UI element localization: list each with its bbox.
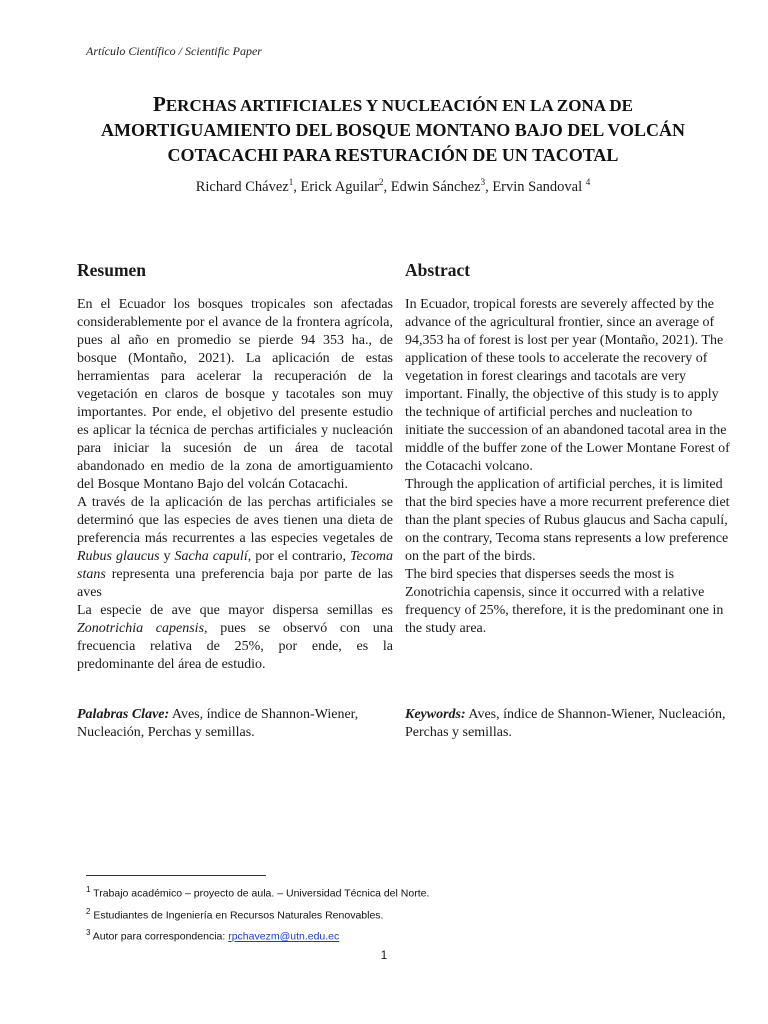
title-dropcap: P bbox=[153, 92, 166, 116]
footnote-mark: 3 bbox=[86, 928, 91, 937]
keywords-en-label: Keywords: bbox=[405, 707, 466, 722]
keywords-es bbox=[77, 706, 393, 742]
text-run: representa una preferencia baja por parte de las aves bbox=[77, 567, 393, 600]
resumen-paragraph-1: En el Ecuador los bosques tropicales son afectadas considerablemente por el avance de la frontera agrícola, pues al año en promedio se pierde 94 353 ha., de bosque (Montaño, 2021). La aplicación de estas herramientas para acelerar la recuperación de la vegetación en claros de bosque y tacotales son muy importantes. Por ende, el objetivo del presente estudio es aplicar la técnica de perchas artificiales y nucleación para iniciar la sucesión de un área de tacotal abandonado en medio de la zona de amortiguamiento del Bosque Montano Bajo del volcán Cotacachi. bbox=[77, 297, 393, 492]
title-line-3: COTACACHI PARA RESTURACIÓN DE UN TACOTAL bbox=[167, 145, 619, 165]
page-number: 1 bbox=[380, 948, 388, 962]
resumen-paragraph-3 bbox=[77, 602, 393, 674]
keywords-es-text: Aves, índice de Shannon-Wiener, Nucleación, Perchas y semillas. bbox=[77, 707, 359, 740]
footnote-text: Trabajo académico – proyecto de aula. – Universidad Técnica del Norte. bbox=[90, 887, 430, 900]
text-run: y bbox=[159, 549, 175, 564]
resumen-heading: Resumen bbox=[77, 260, 147, 280]
author-name: Richard Chávez bbox=[195, 179, 289, 195]
text-run: , por el contrario, bbox=[247, 549, 350, 564]
title-line-1-rest: ERCHAS ARTIFICIALES Y NUCLEACIÓN EN LA ZONA DE bbox=[165, 96, 633, 115]
author-name: Ervin Sandoval bbox=[492, 179, 586, 195]
abstract-section bbox=[405, 258, 731, 638]
abstract-paragraph-3: The bird species that disperses seeds the most is Zonotrichia capensis, since it occurred with a relative frequency of 25%, therefore, it is the predominant one in the study area. bbox=[405, 567, 724, 636]
species-name: Zonotrichia capensis bbox=[77, 621, 205, 636]
author-name: Erick Aguilar bbox=[300, 179, 380, 195]
footnotes bbox=[86, 881, 429, 946]
footnote-divider bbox=[86, 875, 266, 876]
abstract-paragraph-1: In Ecuador, tropical forests are severely affected by the advance of the agricultural frontier, since an average of 94,353 ha of forest is lost per year (Montaño, 2021). The application of these tools to accelerate the recovery of vegetation in forest clearings and tacotals are very important. Finally, the objective of this study is to apply the technique of artificial perches and nucleation to initiate the succession of an abandoned tacotal area in the middle of the buffer zone of the Lower Montane Forest of the Cotacachi volcano. bbox=[405, 297, 730, 474]
author-affiliation-mark: 2 bbox=[379, 177, 384, 188]
footnote-text: Estudiantes de Ingeniería en Recursos Naturales Renovables. bbox=[90, 909, 384, 921]
author-list: Richard Chávez$^1$, Erick Aguilar$^2$, Edwin Sánchez$^3$, Ervin Sandoval $^4$ bbox=[195, 177, 591, 195]
correspondence-email-link[interactable]: rpchavezm@utn.edu.ec bbox=[228, 930, 340, 943]
abstract-paragraph-2: Through the application of artificial perches, it is limited that the bird species have a more recurrent preference diet than the plant species of Rubus glaucus and Sacha capulí, on the contrary, Tecoma stans represents a low preference on the part of the birds. bbox=[405, 477, 730, 564]
abstract-heading: Abstract bbox=[405, 260, 471, 280]
text-run: La especie de ave que mayor dispersa semillas es bbox=[77, 603, 393, 618]
keywords-en bbox=[405, 706, 731, 742]
keywords-es-label: Palabras Clave: bbox=[77, 707, 170, 722]
title-line-1 bbox=[60, 92, 726, 118]
running-header: Artículo Científico / Scientific Paper bbox=[86, 44, 262, 58]
author-affiliation-mark: 1 bbox=[288, 177, 294, 188]
footnote-text: Autor para correspondencia: bbox=[90, 930, 229, 943]
footnote-mark: 1 bbox=[86, 885, 91, 894]
footnote-1 bbox=[86, 881, 429, 903]
species-name: Sacha capulí bbox=[174, 549, 248, 564]
footnote-2 bbox=[86, 903, 429, 925]
resumen-paragraph-2 bbox=[77, 494, 393, 602]
footnote-3 bbox=[86, 924, 429, 946]
author-affiliation-mark: 4 bbox=[585, 177, 591, 188]
paper-title bbox=[60, 92, 726, 168]
footnote-mark: 2 bbox=[86, 906, 91, 916]
keywords-en-text: Aves, índice de Shannon-Wiener, Nucleación, Perchas y semillas. bbox=[405, 707, 726, 740]
author-affiliation-mark: 3 bbox=[480, 177, 486, 188]
species-name: Tecoma stans bbox=[77, 549, 393, 582]
species-name: Rubus glaucus bbox=[77, 549, 160, 564]
resumen-section bbox=[77, 258, 393, 674]
text-run: A través de la aplicación de las perchas artificiales se determinó que las especies de aves tienen una dieta de preferencia más recurrentes a las especies vegetales de bbox=[77, 495, 393, 546]
author-name: Edwin Sánchez bbox=[390, 179, 481, 195]
title-line-2: AMORTIGUAMIENTO DEL BOSQUE MONTANO BAJO DEL VOLCÁN bbox=[100, 120, 686, 140]
text-run: , pues se observó con una frecuencia relativa de 25%, por ende, es la predominante del área de estudio. bbox=[77, 621, 393, 672]
